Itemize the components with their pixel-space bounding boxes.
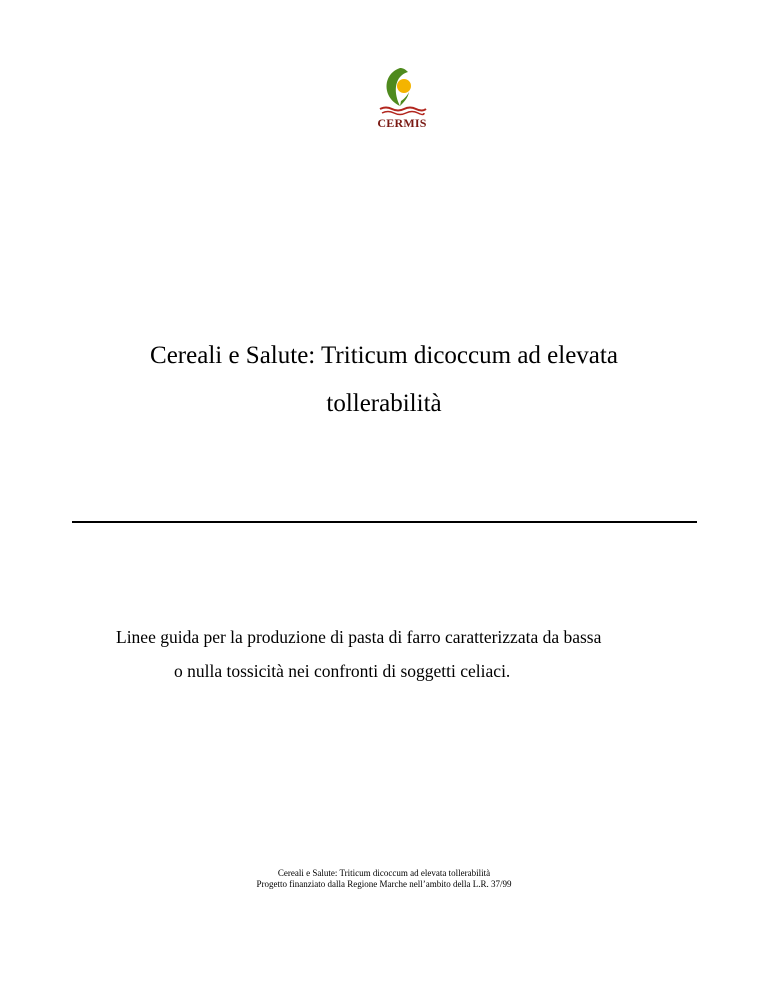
subtitle-line-2: o nulla tossicità nei confronti di soggetti celiaci. bbox=[174, 661, 511, 681]
document-title-line-2: tollerabilità bbox=[326, 390, 442, 417]
cermis-logo bbox=[374, 66, 430, 132]
document-title-line-1: Cereali e Salute: Triticum dicoccum ad elevata bbox=[150, 342, 618, 369]
stem-shape bbox=[400, 92, 409, 106]
sun-circle bbox=[397, 79, 411, 93]
logo-text: CERMIS bbox=[377, 116, 427, 130]
horizontal-divider bbox=[72, 521, 697, 523]
footer-line-1: Cereali e Salute: Triticum dicoccum ad elevata tollerabilità bbox=[277, 868, 491, 878]
wave-bottom bbox=[382, 112, 424, 115]
footer-line-2: Progetto finanziato dalla Regione Marche nell’ambito della L.R. 37/99 bbox=[256, 879, 512, 889]
plant-sun-icon bbox=[374, 66, 430, 116]
wave-top bbox=[380, 108, 426, 111]
subtitle-line-1: Linee guida per la produzione di pasta di farro caratterizzata da bassa bbox=[116, 627, 602, 647]
